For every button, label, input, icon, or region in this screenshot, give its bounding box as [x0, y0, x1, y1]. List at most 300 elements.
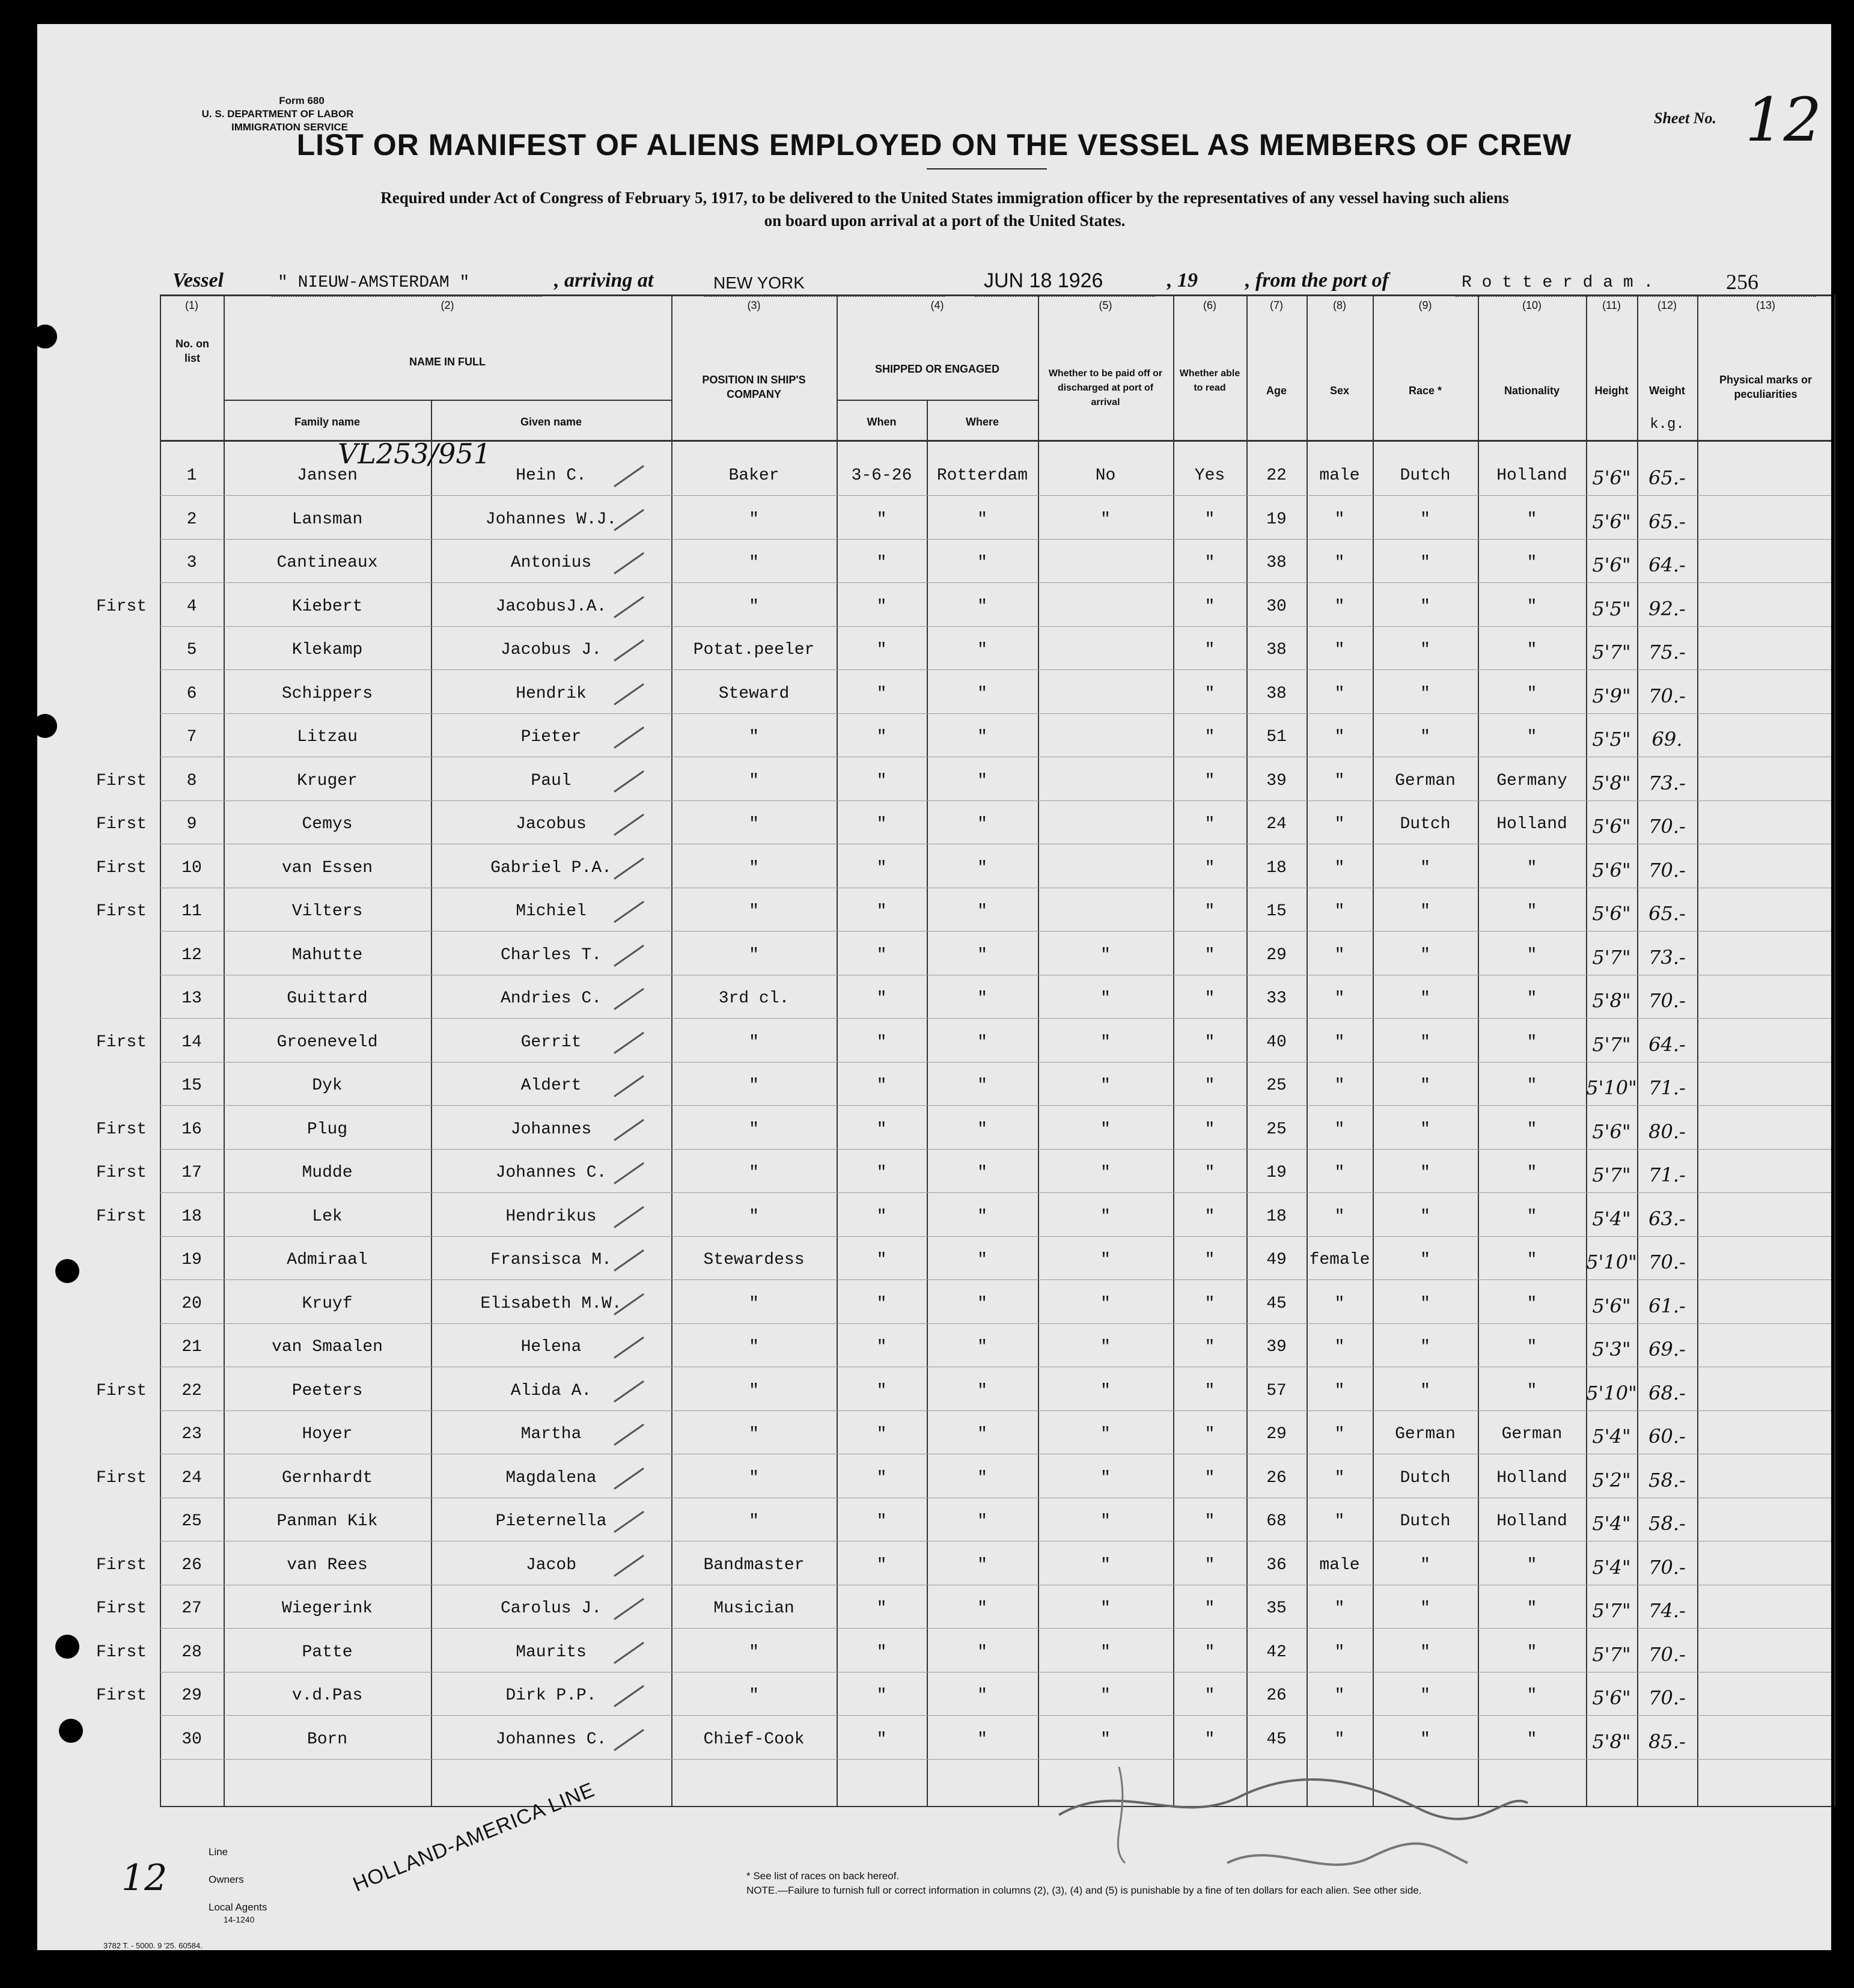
age: 18 [1266, 1207, 1287, 1226]
nationality: German [1501, 1425, 1563, 1444]
row-rule [160, 1062, 1831, 1063]
paid-off: " [1100, 510, 1111, 529]
height: 5'4" [1592, 1207, 1631, 1230]
line-label: Line [209, 1846, 228, 1858]
first-marker: First [96, 1642, 147, 1662]
row-number: 27 [181, 1599, 202, 1618]
family-name: Panman Kik [276, 1512, 378, 1531]
row-rule [160, 1192, 1831, 1193]
height: 5'8" [1592, 1730, 1631, 1753]
family-name-header: Family name [294, 416, 361, 428]
position: Steward [718, 684, 790, 703]
weight: 58.- [1648, 1468, 1686, 1492]
height: 5'2" [1592, 1468, 1631, 1492]
row-rule [160, 1715, 1831, 1716]
sheet-label: Sheet No. [1654, 109, 1716, 127]
nationality: " [1526, 728, 1537, 746]
position: " [749, 945, 759, 965]
shipped-when: " [876, 1120, 887, 1139]
shipped-where: " [977, 1599, 987, 1618]
paid-off: " [1100, 945, 1111, 965]
position: " [749, 902, 759, 921]
nationality: Holland [1496, 1468, 1567, 1487]
table-row [37, 1153, 1831, 1197]
race: " [1420, 902, 1430, 921]
given-name: Andries C. [500, 989, 602, 1008]
able-to-read: " [1204, 1207, 1215, 1226]
family-name: Schippers [281, 684, 373, 703]
family-name: Hoyer [302, 1425, 353, 1444]
height: 5'4" [1592, 1425, 1631, 1448]
given-name: Johannes [510, 1120, 592, 1139]
weight: 70.- [1648, 858, 1686, 882]
weight: 70.- [1648, 989, 1686, 1012]
paid-off: " [1100, 1468, 1111, 1487]
col12-number: (12) [1657, 299, 1677, 311]
row-rule [160, 1628, 1831, 1629]
shipped-where: " [977, 1730, 987, 1749]
paid-off: " [1100, 1730, 1111, 1749]
race: Dutch [1400, 815, 1451, 834]
margin-note: 12 [121, 1857, 168, 1899]
sex: " [1334, 945, 1345, 965]
binder-hole [59, 1719, 83, 1743]
given-name: Paul [531, 771, 572, 790]
weight: 71.- [1648, 1076, 1686, 1099]
age: 22 [1266, 466, 1287, 485]
row-number: 14 [181, 1032, 202, 1052]
height: 5'7" [1592, 1163, 1631, 1186]
age: 45 [1266, 1294, 1287, 1313]
row-number: 16 [181, 1120, 202, 1139]
shipped-subheader-line [837, 400, 1038, 401]
given-name: Elisabeth M.W. [480, 1294, 622, 1313]
table-bottom-border [160, 1806, 1831, 1807]
sex: " [1334, 1032, 1345, 1052]
subtitle [194, 186, 1696, 232]
paid-off: " [1100, 1076, 1111, 1095]
nationality: " [1526, 1642, 1537, 1662]
shipped-where: " [977, 553, 987, 572]
manifest-number: 256 [1726, 270, 1758, 294]
arriving-port: NEW YORK [713, 273, 805, 292]
arriving-label: , arriving at [554, 269, 654, 291]
family-name: Kiebert [291, 597, 363, 616]
when-header: When [867, 416, 897, 428]
shipped-where: " [977, 1512, 987, 1531]
weight: 61.- [1648, 1294, 1686, 1317]
sex: " [1334, 641, 1345, 659]
row-number: 30 [181, 1730, 202, 1749]
shipped-where: " [977, 1468, 987, 1487]
paid-off: " [1100, 1207, 1111, 1226]
family-name: Lansman [291, 510, 363, 529]
height: 5'8" [1592, 771, 1631, 794]
race: " [1420, 1207, 1430, 1226]
nationality: " [1526, 1163, 1537, 1182]
shipped-when: " [876, 815, 887, 834]
race: " [1420, 1686, 1430, 1705]
race: " [1420, 684, 1430, 703]
race: " [1420, 1642, 1430, 1662]
shipped-where: " [977, 1076, 987, 1095]
sex: " [1334, 553, 1345, 572]
given-name-header: Given name [520, 416, 582, 428]
sex: " [1334, 1468, 1345, 1487]
height: 5'7" [1592, 945, 1631, 969]
shipped-when: " [876, 1163, 887, 1182]
col13-header: Physical marks or peculiarities [1719, 374, 1813, 400]
able-to-read: " [1204, 1468, 1215, 1487]
family-name: Cantineaux [276, 553, 378, 572]
shipped-where: " [977, 1338, 987, 1356]
shipped-when: " [876, 1512, 887, 1531]
binder-hole [55, 1259, 79, 1283]
weight: 85.- [1648, 1730, 1686, 1753]
height: 5'9" [1592, 684, 1631, 707]
sex: " [1334, 1599, 1345, 1618]
row-number: 10 [181, 858, 202, 877]
row-rule [160, 1105, 1831, 1106]
able-to-read: " [1204, 510, 1215, 529]
position: " [749, 1120, 759, 1139]
shipped-when: " [876, 1338, 887, 1356]
position: " [749, 815, 759, 834]
nationality: " [1526, 1294, 1537, 1313]
family-name: Gernhardt [281, 1468, 373, 1487]
nationality: " [1526, 989, 1537, 1008]
position: Musician [713, 1599, 794, 1618]
sex: " [1334, 510, 1345, 529]
sex: " [1334, 1163, 1345, 1182]
col3-number: (3) [747, 299, 761, 311]
position: Stewardess [703, 1251, 805, 1269]
table-row [37, 587, 1831, 630]
col9-header: Race * [1408, 385, 1442, 397]
col5-number: (5) [1099, 299, 1112, 311]
shipped-where: " [977, 1425, 987, 1444]
row-rule [160, 669, 1831, 670]
position: " [749, 1163, 759, 1182]
row-number: 15 [181, 1076, 202, 1095]
table-row [37, 1545, 1831, 1589]
given-name: Martha [520, 1425, 582, 1444]
height: 5'6" [1592, 902, 1631, 925]
shipped-where: " [977, 989, 987, 1008]
height: 5'4" [1592, 1555, 1631, 1579]
age: 45 [1266, 1730, 1287, 1749]
family-name: Vilters [291, 902, 363, 921]
nationality: " [1526, 1599, 1537, 1618]
shipped-when: " [876, 902, 887, 921]
position: " [749, 1642, 759, 1662]
sex: " [1334, 684, 1345, 703]
col7-header: Age [1266, 385, 1287, 397]
weight: 68.- [1648, 1381, 1686, 1404]
row-rule [160, 582, 1831, 583]
age: 40 [1266, 1032, 1287, 1052]
sex: " [1334, 1207, 1345, 1226]
nationality: " [1526, 1207, 1537, 1226]
able-to-read: " [1204, 771, 1215, 790]
nationality: Holland [1496, 466, 1567, 485]
able-to-read: " [1204, 1730, 1215, 1749]
first-marker: First [96, 815, 147, 834]
col1-header: No. on list [175, 338, 209, 364]
family-name: Admiraal [287, 1251, 368, 1269]
shipped-when: " [876, 641, 887, 659]
paid-off: " [1100, 1555, 1111, 1575]
weight: 63.- [1648, 1207, 1686, 1230]
sex: " [1334, 1642, 1345, 1662]
from-port-label: , from the port of [1245, 269, 1389, 291]
race: " [1420, 1338, 1430, 1356]
first-marker: First [96, 1381, 147, 1400]
position: Baker [728, 466, 779, 485]
nationality: " [1526, 1032, 1537, 1052]
row-number: 13 [181, 989, 202, 1008]
sheet-number: 12 [1745, 85, 1822, 155]
row-number: 12 [181, 945, 202, 965]
col5-header: Whether to be paid off or discharged at port of arrival [1048, 368, 1163, 407]
height: 5'6" [1592, 553, 1631, 576]
height: 5'6" [1592, 510, 1631, 533]
paid-off: " [1100, 1686, 1111, 1705]
weight: 70.- [1648, 1642, 1686, 1666]
able-to-read: " [1204, 1120, 1215, 1139]
sex: male [1319, 1555, 1360, 1575]
first-marker: First [96, 771, 147, 790]
col4-header: SHIPPED OR ENGAGED [874, 363, 1000, 375]
table-row [37, 935, 1831, 979]
col1-number: (1) [185, 299, 198, 311]
sex: " [1334, 858, 1345, 877]
position: " [749, 510, 759, 529]
shipped-when: " [876, 1642, 887, 1662]
height: 5'7" [1592, 1599, 1631, 1622]
given-name: JacobusJ.A. [495, 597, 607, 616]
col8-header: Sex [1329, 385, 1350, 397]
holland-america-stamp: HOLLAND-AMERICA LINE [350, 1778, 598, 1897]
sex: " [1334, 1686, 1345, 1705]
table-row [37, 1327, 1831, 1371]
family-name: Cemys [302, 815, 353, 834]
row-number: 3 [186, 553, 197, 572]
subtitle-line-2: on board upon arrival at a port of the United States. [764, 212, 1126, 230]
col3-header: POSITION IN SHIP'S COMPANY [702, 374, 806, 400]
row-number: 21 [181, 1338, 202, 1356]
table-row [37, 630, 1831, 674]
row-number: 1 [186, 466, 197, 485]
weight: 70.- [1648, 1251, 1686, 1273]
sex: " [1334, 1294, 1345, 1313]
col7-number: (7) [1270, 299, 1283, 311]
able-to-read: " [1204, 597, 1215, 616]
name-subheader-line [224, 400, 671, 401]
able-to-read: " [1204, 1555, 1215, 1575]
shipped-when: " [876, 1381, 887, 1400]
position: " [749, 1032, 759, 1052]
able-to-read: " [1204, 553, 1215, 572]
shipped-where: " [977, 815, 987, 834]
race: German [1395, 771, 1456, 790]
shipped-when: " [876, 1032, 887, 1052]
age: 15 [1266, 902, 1287, 921]
family-name: Mahutte [291, 945, 363, 965]
family-name: van Essen [281, 858, 373, 877]
weight-unit: k.g. [1650, 416, 1685, 433]
row-rule [160, 1279, 1831, 1280]
nationality: " [1526, 597, 1537, 616]
row-rule [160, 539, 1831, 540]
weight: 70.- [1648, 684, 1686, 707]
age: 38 [1266, 553, 1287, 572]
able-to-read: " [1204, 1425, 1215, 1444]
binder-hole [55, 1635, 79, 1659]
height: 5'10" [1586, 1076, 1637, 1099]
shipped-where: " [977, 597, 987, 616]
title-underline [927, 168, 1047, 169]
table-row [37, 1501, 1831, 1545]
paid-off: " [1100, 1251, 1111, 1269]
table-row [37, 1109, 1831, 1153]
nationality: " [1526, 1076, 1537, 1095]
paid-off: " [1100, 1599, 1111, 1618]
nationality: " [1526, 1730, 1537, 1749]
nationality: " [1526, 945, 1537, 965]
shipped-where: " [977, 728, 987, 746]
age: 26 [1266, 1686, 1287, 1705]
race: " [1420, 1251, 1430, 1269]
shipped-where: " [977, 1555, 987, 1575]
shipped-when: " [876, 728, 887, 746]
age: 35 [1266, 1599, 1287, 1618]
table-row [37, 1675, 1831, 1719]
first-marker: First [96, 858, 147, 877]
weight: 71.- [1648, 1163, 1686, 1186]
race: " [1420, 1730, 1430, 1749]
weight: 70.- [1648, 1555, 1686, 1579]
height: 5'7" [1592, 641, 1631, 663]
position: " [749, 771, 759, 790]
nationality: " [1526, 1381, 1537, 1400]
able-to-read: " [1204, 1512, 1215, 1531]
position: Chief-Cook [703, 1730, 805, 1749]
height: 5'10" [1586, 1381, 1637, 1404]
weight: 73.- [1648, 945, 1686, 969]
given-name: Fransisca M. [490, 1251, 612, 1269]
nationality: " [1526, 1555, 1537, 1575]
family-name: Kruger [297, 771, 358, 790]
shipped-when: " [876, 945, 887, 965]
position: " [749, 1468, 759, 1487]
form-number: Form 680 [279, 95, 325, 106]
sex: " [1334, 1120, 1345, 1139]
sex: " [1334, 597, 1345, 616]
age: 36 [1266, 1555, 1287, 1575]
sex: " [1334, 1512, 1345, 1531]
shipped-where: " [977, 945, 987, 965]
age: 25 [1266, 1076, 1287, 1095]
col6-number: (6) [1203, 299, 1216, 311]
given-name: Antonius [510, 553, 592, 572]
height: 5'6" [1592, 815, 1631, 838]
height: 5'7" [1592, 1642, 1631, 1666]
table-row [37, 891, 1831, 935]
able-to-read: Yes [1194, 466, 1225, 485]
family-name: van Rees [287, 1555, 368, 1575]
table-row [37, 1240, 1831, 1284]
paid-off: No [1095, 466, 1116, 485]
able-to-read: " [1204, 1163, 1215, 1182]
race: " [1420, 641, 1430, 659]
sex: " [1334, 1425, 1345, 1444]
shipped-where: " [977, 858, 987, 877]
shipped-where: " [977, 771, 987, 790]
shipped-where: " [977, 1032, 987, 1052]
row-rule [160, 1759, 1831, 1760]
shipped-where: " [977, 1642, 987, 1662]
able-to-read: " [1204, 858, 1215, 877]
position: " [749, 1294, 759, 1313]
given-name: Jacobus [516, 815, 587, 834]
given-name: Charles T. [500, 945, 602, 965]
height: 5'6" [1592, 1294, 1631, 1317]
given-name: Magdalena [505, 1468, 597, 1487]
age: 42 [1266, 1642, 1287, 1662]
given-name: Johannes C. [495, 1163, 607, 1182]
family-name: Patte [302, 1642, 353, 1662]
shipped-where: " [977, 684, 987, 703]
race: " [1420, 945, 1430, 965]
position: " [749, 597, 759, 616]
paid-off: " [1100, 1032, 1111, 1052]
able-to-read: " [1204, 1381, 1215, 1400]
row-rule [160, 1236, 1831, 1237]
shipped-when: " [876, 597, 887, 616]
height: 5'5" [1592, 597, 1631, 620]
shipped-when: " [876, 1686, 887, 1705]
family-name: Dyk [312, 1076, 343, 1095]
table-row [37, 1197, 1831, 1240]
race: " [1420, 597, 1430, 616]
first-marker: First [96, 1120, 147, 1139]
paid-off: " [1100, 1512, 1111, 1531]
given-name: Gabriel P.A. [490, 858, 612, 877]
paid-off: " [1100, 1120, 1111, 1139]
race: " [1420, 858, 1430, 877]
shipped-where: " [977, 1294, 987, 1313]
sex: " [1334, 902, 1345, 921]
given-name: Gerrit [520, 1032, 582, 1052]
position: " [749, 1338, 759, 1356]
row-rule [160, 800, 1831, 801]
position: " [749, 858, 759, 877]
row-rule [160, 1410, 1831, 1411]
age: 49 [1266, 1251, 1287, 1269]
given-name: Carolus J. [500, 1599, 602, 1618]
table-row [37, 499, 1831, 543]
table-row [37, 978, 1831, 1022]
shipped-where: " [977, 510, 987, 529]
col12-header: Weight [1649, 385, 1685, 397]
row-number: 23 [181, 1425, 202, 1444]
position: " [749, 1381, 759, 1400]
nationality: " [1526, 1251, 1537, 1269]
table-row [37, 1719, 1831, 1763]
weight: 92.- [1648, 597, 1686, 620]
row-number: 26 [181, 1555, 202, 1575]
